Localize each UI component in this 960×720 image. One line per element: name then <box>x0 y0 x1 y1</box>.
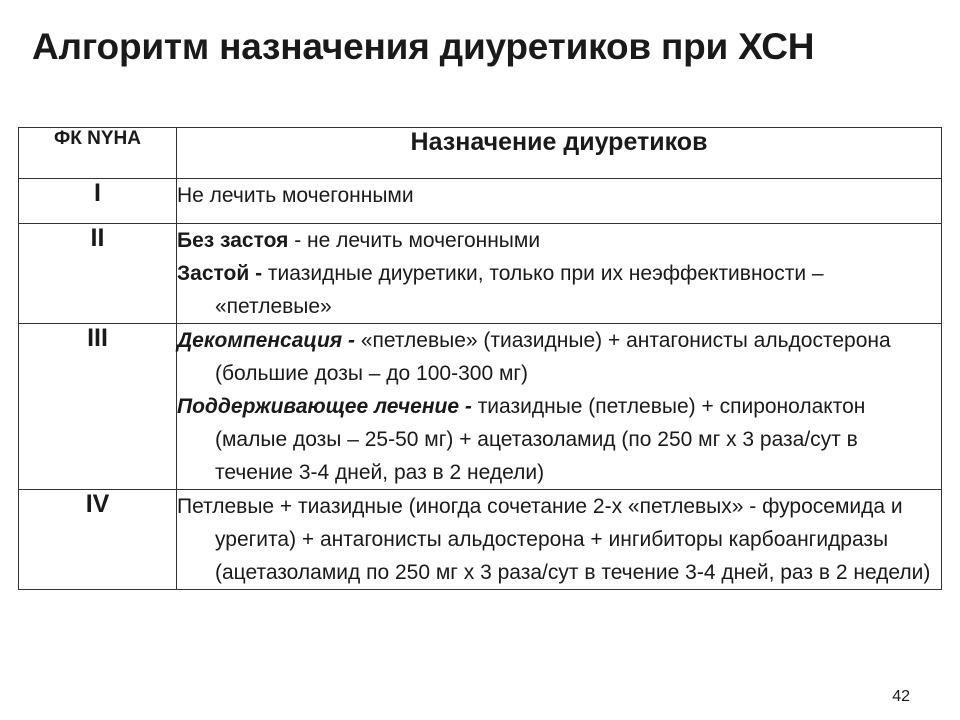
header-nyha-class: ФК NYHA <box>19 128 177 179</box>
prescription-cell <box>177 224 942 324</box>
entry-label: Застой - <box>177 262 268 285</box>
header-diuretics-prescription: Назначение диуретиков <box>177 128 942 179</box>
table-header-row <box>19 128 942 179</box>
prescription-entry <box>177 224 941 257</box>
prescription-cell <box>177 490 942 590</box>
nyha-class-cell: III <box>19 324 177 490</box>
entry-text: тиазидные (петлевые) + спиронолактон (малые дозы – 25-50 мг) + ацетазоламид (по 250 мг х 3 раза/сут в течение 3-4 дней, раз в 2 недели) <box>215 395 866 484</box>
table-row <box>19 179 942 224</box>
nyha-class-cell: II <box>19 224 177 324</box>
nyha-class-cell: I <box>19 179 177 224</box>
entry-text: - не лечить мочегонными <box>288 229 541 252</box>
prescription-cell <box>177 324 942 490</box>
prescription-entry <box>177 324 941 390</box>
slide-title: Алгоритм назначения диуретиков при ХСН <box>32 26 815 67</box>
prescription-cell <box>177 179 942 224</box>
table-row <box>19 490 942 590</box>
prescription-entry <box>177 390 941 489</box>
entry-text: тиазидные диуретики, только при их неэффективности – «петлевые» <box>215 262 824 318</box>
entry-text: Петлевые + тиазидные (иногда сочетание 2-х «петлевых» - фуросемида и урегита) + антагонисты альдостерона + ингибиторы карбоангидразы (ацетазоламид по 250 мг х 3 раза/сут в течение 3-4 дней, раз в 2 недели) <box>177 495 931 584</box>
entry-text: «петлевые» (тиазидные) + антагонисты альдостерона (большие дозы – до 100-300 мг) <box>215 329 891 385</box>
page-number: 42 <box>892 688 910 705</box>
entry-text: Не лечить мочегонными <box>177 184 414 207</box>
entry-label: Поддерживающее лечение - <box>177 395 478 418</box>
prescription-entry <box>177 490 941 589</box>
nyha-class-cell: IV <box>19 490 177 590</box>
entry-label: Без застоя <box>177 229 289 252</box>
table-row <box>19 324 942 490</box>
prescription-entry <box>177 257 941 323</box>
entry-label: Декомпенсация - <box>177 329 361 352</box>
diuretics-table <box>18 127 942 590</box>
table-row <box>19 224 942 324</box>
prescription-entry <box>177 179 941 212</box>
